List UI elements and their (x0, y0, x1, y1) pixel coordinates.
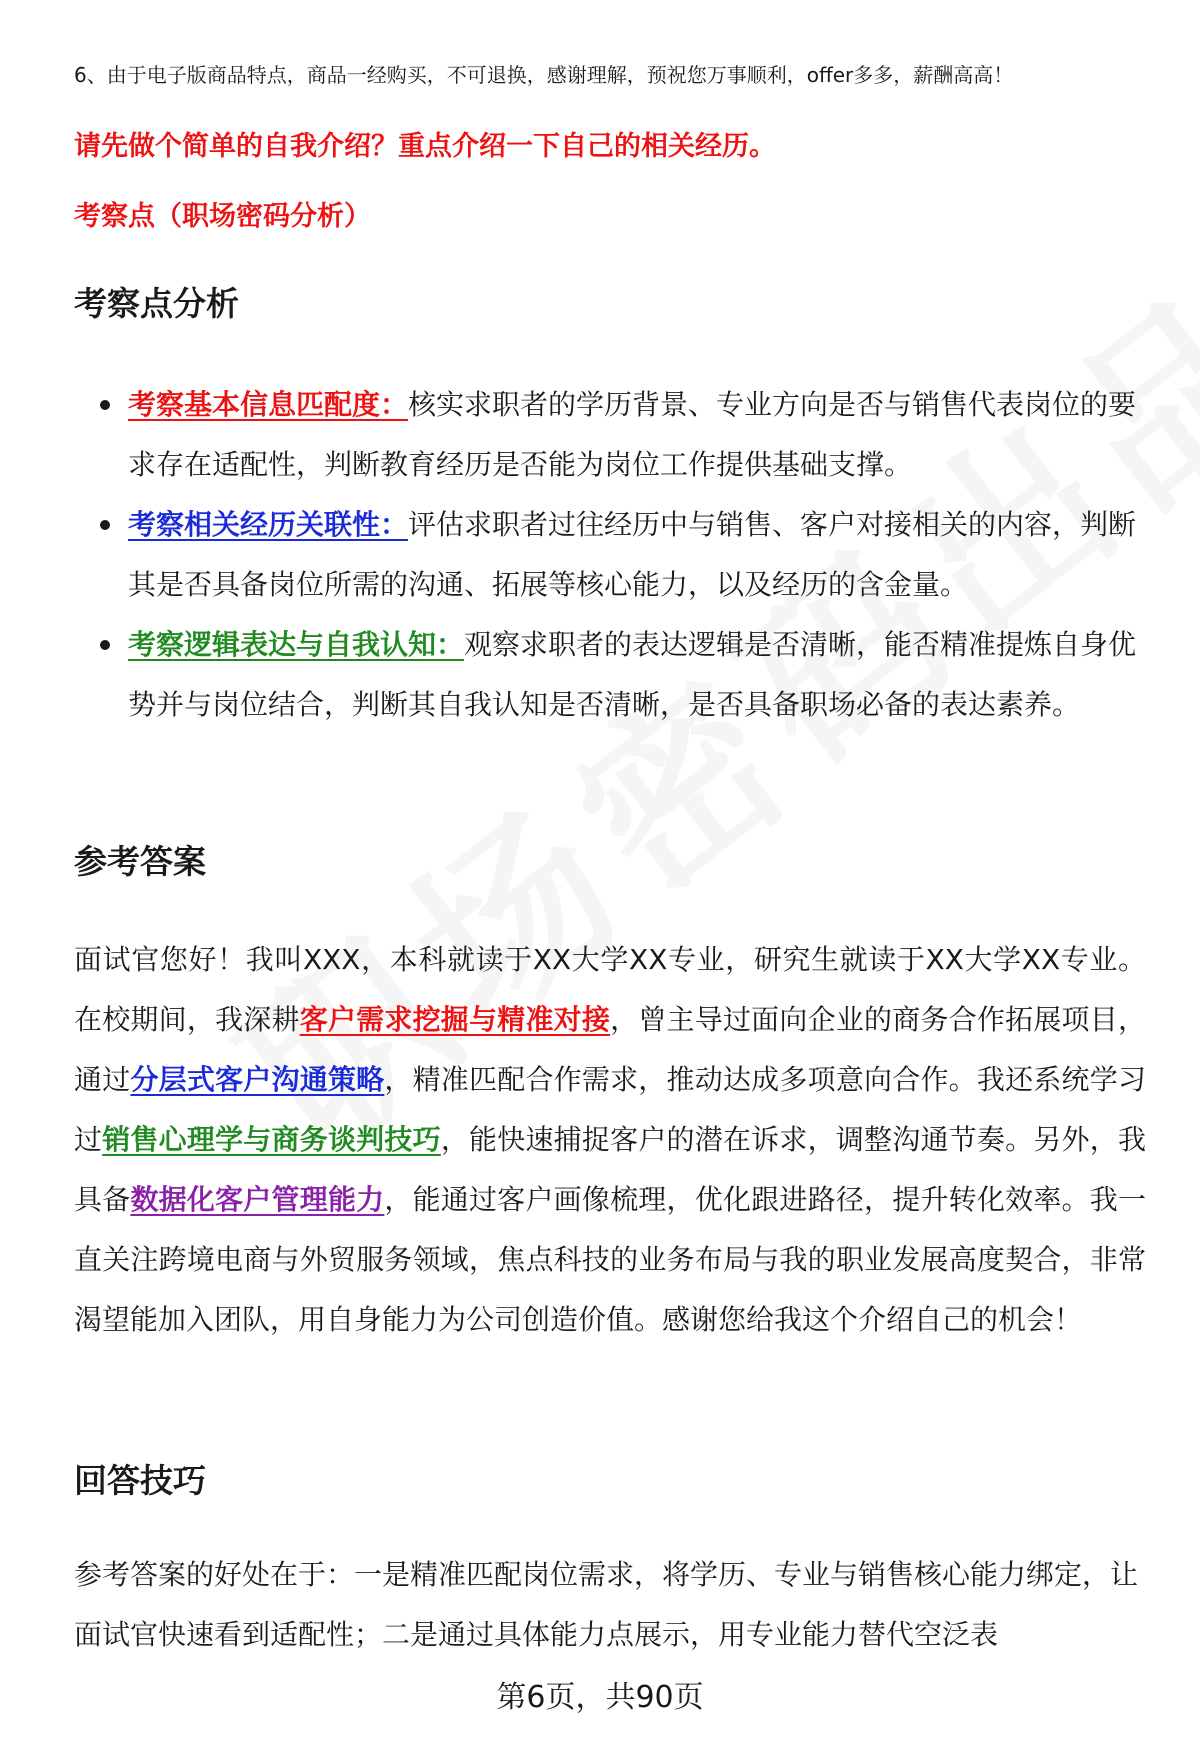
point-keyword: 考察基本信息匹配度： (128, 388, 409, 421)
answer-text: ，曾主导过面向企业的商务合作拓展项目，通过 (74, 1003, 1146, 1096)
interview-question: 请先做个简单的自我介绍？重点介绍一下自己的相关经历。 (74, 131, 776, 162)
answer-keyword: 数据化客户管理能力 (130, 1183, 385, 1216)
tips-paragraph: 参考答案的好处在于：一是精准匹配岗位需求，将学历、专业与销售核心能力绑定，让面试官快速看到适配性；二是通过具体能力点展示，用专业能力替代空泛表 (74, 1558, 1139, 1651)
point-keyword: 考察逻辑表达与自我认知： (128, 628, 465, 661)
analysis-heading: 考察点分析 (74, 284, 239, 323)
answer-paragraph (74, 930, 1146, 1350)
tips-heading: 回答技巧 (74, 1461, 206, 1500)
purchase-notice: 6、由于电子版商品特点，商品一经购买，不可退换，感谢理解，预祝您万事顺利，offer多多，薪酬高高！ (74, 63, 1014, 87)
answer-heading: 参考答案 (74, 842, 206, 881)
answer-keyword: 客户需求挖掘与精准对接 (299, 1003, 611, 1036)
list-item (74, 375, 1146, 495)
point-text: 评估求职者过往经历中与销售、客户对接相关的内容，判断其是否具备岗位所需的沟通、拓展等核心能力，以及经历的含金量。 (128, 508, 1137, 601)
list-item (74, 495, 1146, 615)
page-number: 第6页，共90页 (496, 1680, 704, 1715)
sub-question-label: 考察点（职场密码分析） (74, 201, 371, 232)
point-text: 观察求职者的表达逻辑是否清晰，能否精准提炼自身优势并与岗位结合，判断其自我认知是否清晰，是否具备职场必备的表达素养。 (128, 628, 1137, 721)
answer-text: ，精准匹配合作需求，推动达成多项意向合作。我还系统学习过 (74, 1063, 1146, 1156)
point-keyword: 考察相关经历关联性： (128, 508, 409, 541)
answer-keyword: 销售心理学与商务谈判技巧 (102, 1123, 441, 1156)
answer-text: 面试官您好！我叫XXX，本科就读于XX大学XX专业，研究生就读于XX大学XX专业。在校期间，我深耕 (74, 943, 1146, 1036)
answer-text: ，能通过客户画像梳理，优化跟进路径，提升转化效率。我一直关注跨境电商与外贸服务领域，焦点科技的业务布局与我的职业发展高度契合，非常渴望能加入团队，用自身能力为公司创造价值。感谢您给我这个介绍自己的机会！ (74, 1183, 1146, 1336)
point-text: 核实求职者的学历背景、专业方向是否与销售代表岗位的要求存在适配性，判断教育经历是否能为岗位工作提供基础支撑。 (128, 388, 1137, 481)
answer-text: ，能快速捕捉客户的潜在诉求，调整沟通节奏。另外，我具备 (74, 1123, 1146, 1216)
list-item (74, 615, 1146, 735)
answer-keyword: 分层式客户沟通策略 (130, 1063, 385, 1096)
analysis-points-list (74, 375, 1146, 735)
